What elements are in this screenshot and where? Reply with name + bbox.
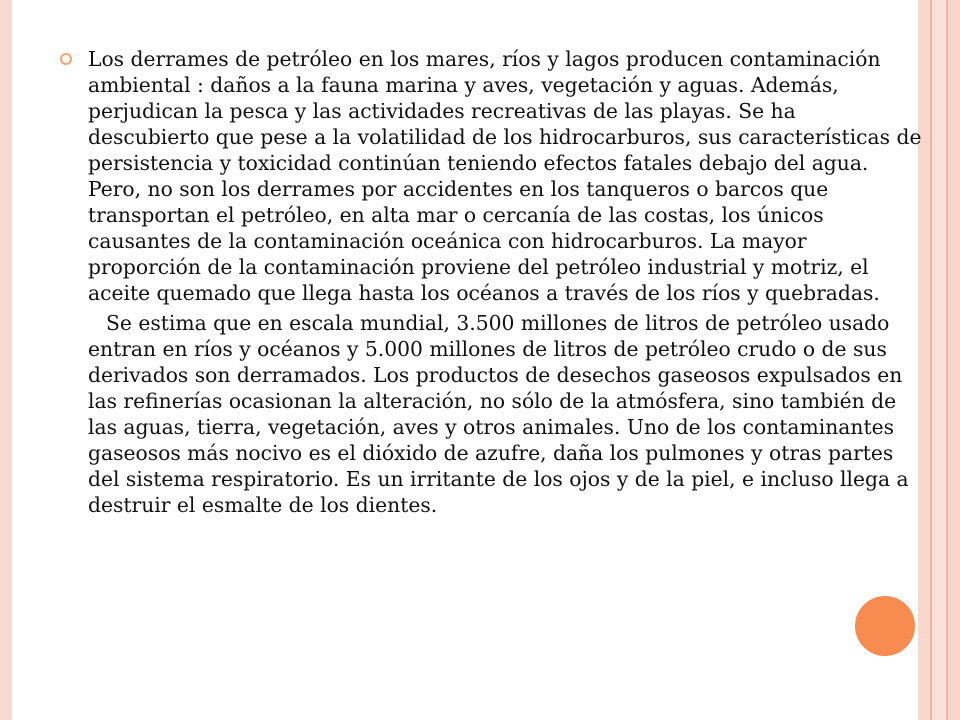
paragraph-oil-spills: Los derrames de petróleo en los mares, ríos y lagos producen contaminación ambiental : daños a la fauna marina y aves, vegetación y aguas. Además, perjudican la pesca y las actividades recreativas de las playas. Se ha descubierto que pese a la volatilidad de los hidrocarburos, sus características de persistencia y toxicidad continúan teniendo efectos fatales debajo del agua. Pero, no son los derrames por accidentes en los tanqueros o barcos que transportan el petróleo, en alta mar o cercanía de las costas, los únicos causantes de la contaminación oceánica con hidrocarburos. La mayor proporción de la contaminación proviene del petróleo industrial y motriz, el aceite quemado que llega hasta los océanos a través de los ríos y quebradas. (88, 47, 922, 305)
paragraph-global-estimate: Se estima que en escala mundial, 3.500 millones de litros de petróleo usado entran en ríos y océanos y 5.000 millones de litros de petróleo crudo o de sus derivados son derramados. Los productos de desechos gaseosos expulsados en las refinerías ocasionan la alteración, no sólo de la atmósfera, sino también de las aguas, tierra, vegetación, aves y otros animales. Uno de los contaminantes gaseosos más nocivo es el dióxido de azufre, daña los pulmones y otras partes del sistema respiratorio. Es un irritante de los ojos y de la piel, e incluso llega a destruir el esmalte de los dientes. (88, 311, 909, 517)
right-border-band (932, 0, 946, 720)
bullet-item (60, 46, 922, 306)
decorative-circle (855, 596, 915, 656)
left-border-strip (0, 0, 12, 720)
right-border-band (948, 0, 960, 720)
bullet-ring-icon (60, 53, 72, 65)
slide-body (60, 46, 922, 518)
